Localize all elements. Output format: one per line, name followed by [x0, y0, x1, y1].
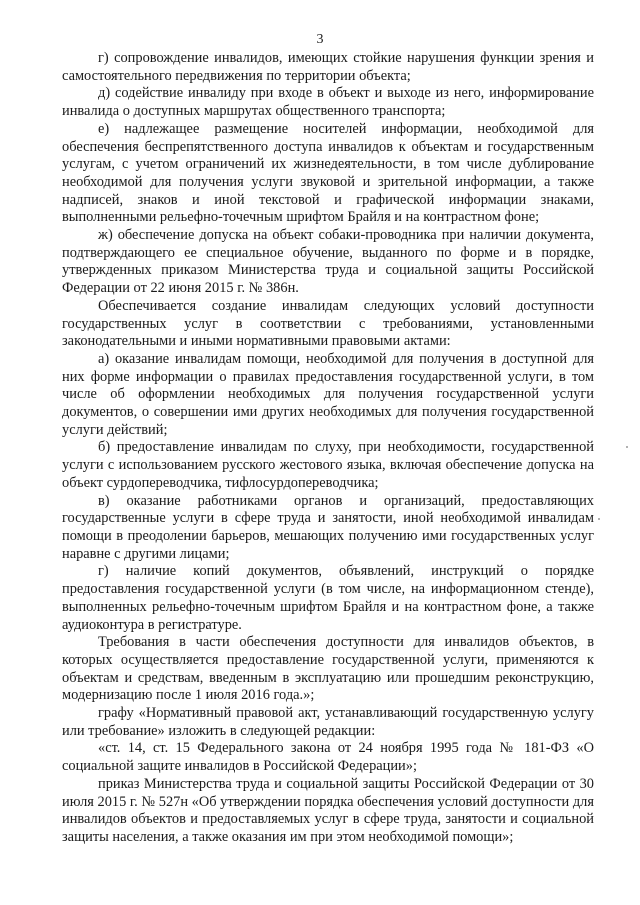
paragraph-item-d: д) содействие инвалиду при входе в объект и выходе из него, информирование инвалида о доступных маршрутах общественного транспорта; — [62, 85, 594, 120]
paragraph-item-e: е) надлежащее размещение носителей информации, необходимой для обеспечения беспрепятственного доступа инвалидов к объектам и государственным услугам, с учетом ограничений их жизнедеятельности, в том числе дублирование необходимой для получения услуги звуковой и зрительной информации, а также надписей, знаков и иной текстовой и графической информации знаками, выполненными рельефно-точечным шрифтом Брайля и на контрастном фоне; — [62, 120, 594, 226]
paragraph-conditions-intro: Обеспечивается создание инвалидам следующих условий доступности государственных услуг в соответствии с требованиями, установленными законодательными и иными нормативными правовыми актами: — [62, 297, 594, 350]
scan-speck — [626, 446, 628, 448]
paragraph-condition-b: б) предоставление инвалидам по слуху, при необходимости, государственной услуги с использованием русского жестового языка, включая обеспечение допуска на объект сурдопереводчика, тифлосурдопереводчика; — [62, 439, 594, 491]
paragraph-condition-v: в) оказание работниками органов и организаций, предоставляющих государственные услуги в сфере труда и занятости, иной необходимой инвалидам помощи в преодолении барьеров, мешающих получению ими государственных услуг наравне с другими лицами; — [62, 492, 594, 562]
paragraph-requirements: Требования в части обеспечения доступности для инвалидов объектов, в которых осуществляется предоставление государственной услуги, применяются к объектам и средствам, введенным в эксплуатацию или прошедшим реконструкцию, модернизацию после 1 июля 2016 года.»; — [62, 634, 594, 704]
scan-speck — [598, 518, 600, 520]
paragraph-federal-law: «ст. 14, ст. 15 Федерального закона от 24 ноября 1995 года № 181-ФЗ «О социальной защите инвалидов в Российской Федерации»; — [62, 740, 594, 775]
paragraph-column-instruction: графу «Нормативный правовой акт, устанавливающий государственную услугу или требование» изложить в следующей редакции: — [62, 705, 594, 739]
paragraph-condition-a: а) оказание инвалидам помощи, необходимой для получения в доступной для них форме информации о правилах предоставления государственной услуги, в том числе об оформлении необходимых для получения государственной услуги документов, о совершении ими других необходимых для получения государственной услуги действий; — [62, 350, 594, 438]
paragraph-condition-g: г) наличие копий документов, объявлений, инструкций о порядке предоставления государственной услуги (в том числе, на информационном стенде), выполненных рельефно-точечным шрифтом Брайля и на контрастном фоне, а также аудиоконтура в регистратуре. — [62, 563, 594, 633]
paragraph-item-g: г) сопровождение инвалидов, имеющих стойкие нарушения функции зрения и самостоятельного передвижения по территории объекта; — [62, 50, 594, 84]
paragraph-item-zh: ж) обеспечение допуска на объект собаки-проводника при наличии документа, подтверждающего ее специальное обучение, выданного по форме и в порядке, утвержденных приказом Министерства труда и социальной защиты Российской Федерации от 22 июня 2015 г. № 386н. — [62, 227, 594, 297]
paragraph-ministry-order: приказ Министерства труда и социальной защиты Российской Федерации от 30 июля 2015 г. № 527н «Об утверждении порядка обеспечения условий доступности для инвалидов объектов и предоставляемых услуг в сфере труда, занятости и социальной защиты населения, а также оказания им при этом необходимой помощи»; — [62, 775, 594, 845]
document-body — [62, 50, 594, 847]
page-number: 3 — [316, 32, 324, 47]
